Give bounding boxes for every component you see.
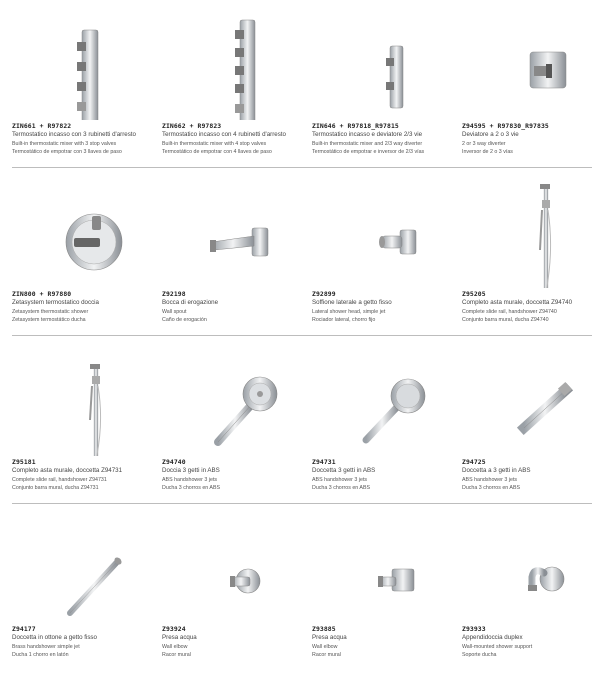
round-thermostatic-icon <box>32 180 132 288</box>
product-card[interactable] <box>12 503 157 671</box>
product-text <box>162 290 312 324</box>
product-name-it: Termostatico incasso e deviatore 2/3 vie <box>312 131 423 138</box>
product-name-it: Doccetta 3 getti in ABS <box>312 467 376 474</box>
product-name-it: Completo asta murale, doccetta Z94740 <box>462 299 573 306</box>
product-text <box>12 458 162 492</box>
product-name-en: Wall elbow <box>312 643 338 650</box>
shower-support-icon <box>482 515 582 623</box>
product-text <box>312 290 462 324</box>
product-name-en: Wall-mounted shower support <box>462 643 533 650</box>
product-card[interactable] <box>462 0 607 168</box>
product-name-es: Soporte ducha <box>462 651 497 658</box>
handshower-icon <box>332 348 432 456</box>
product-code: ZIN800 + R97880 <box>12 290 72 298</box>
slide-rail-set-icon <box>32 348 132 456</box>
product-row-2 <box>12 168 592 336</box>
product-text <box>462 122 609 156</box>
product-text <box>162 458 312 492</box>
product-code: ZIN662 + R97823 <box>162 122 222 130</box>
product-text <box>12 625 162 659</box>
product-name-it: Doccetta a 3 getti in ABS <box>462 467 531 474</box>
product-name-it: Zetasystem termostatico doccia <box>12 299 99 306</box>
product-name-en: Built-in thermostatic mixer with 4 stop valves <box>162 140 267 147</box>
wall-elbow-round-icon <box>182 515 282 623</box>
product-row-3 <box>12 336 592 504</box>
product-card[interactable] <box>12 336 157 504</box>
product-card[interactable] <box>312 168 457 336</box>
product-card[interactable] <box>12 0 157 168</box>
product-name-it: Presa acqua <box>162 634 197 641</box>
square-handshower-icon <box>482 348 582 456</box>
product-name-es: Termostático de empotrar con 3 llaves de paso <box>12 148 122 155</box>
product-name-en: Built-in thermostatic mixer with 3 stop valves <box>12 140 117 147</box>
product-text <box>462 290 609 324</box>
product-card[interactable] <box>162 168 307 336</box>
product-name-en: Complete slide rail, handshower Z94740 <box>462 308 557 315</box>
product-card[interactable] <box>462 168 607 336</box>
product-code: Z94725 <box>462 458 486 466</box>
thermostatic-diverter-icon <box>332 12 432 120</box>
product-name-it: Doccia 3 getti in ABS <box>162 467 220 474</box>
product-card[interactable] <box>312 503 457 671</box>
product-name-it: Appendidoccia duplex <box>462 634 523 641</box>
product-card[interactable] <box>312 0 457 168</box>
product-name-en: 2 or 3 way diverter <box>462 140 506 147</box>
product-card[interactable] <box>162 336 307 504</box>
product-name-es: Caño de erogación <box>162 316 207 323</box>
product-code: ZIN661 + R97822 <box>12 122 72 130</box>
product-card[interactable] <box>312 336 457 504</box>
product-card[interactable] <box>462 503 607 671</box>
product-text <box>312 625 462 659</box>
diverter-icon <box>482 12 582 120</box>
product-name-es: Ducha 1 chorro en latón <box>12 651 69 658</box>
product-name-it: Bocca di erogazione <box>162 299 219 306</box>
product-name-en: Complete slide rail, handshower Z94731 <box>12 476 107 483</box>
product-text <box>462 458 609 492</box>
product-name-en: Zetasystem thermostatic shower <box>12 308 89 315</box>
product-name-es: Conjunto barra mural, ducha Z94731 <box>12 484 99 491</box>
product-name-it: Soffione laterale a getto fisso <box>312 299 392 306</box>
wall-spout-icon <box>182 180 282 288</box>
product-text <box>312 458 462 492</box>
product-code: Z93933 <box>462 625 486 633</box>
product-code: Z93885 <box>312 625 336 633</box>
product-name-es: Conjunto barra mural, ducha Z94740 <box>462 316 549 323</box>
product-text <box>12 122 162 156</box>
product-card[interactable] <box>462 336 607 504</box>
product-code: Z94595 + R97830_R97835 <box>462 122 549 130</box>
product-name-es: Ducha 3 chorros en ABS <box>462 484 521 491</box>
product-name-en: Built-in thermostatic mixer and 2/3 way diverter <box>312 140 423 147</box>
product-text <box>162 122 312 156</box>
product-name-es: Ducha 3 chorros en ABS <box>162 484 221 491</box>
lateral-shower-head-icon <box>332 180 432 288</box>
product-name-en: ABS handshower 3 jets <box>162 476 218 483</box>
product-name-es: Termostático de empotrar e inversor de 2/3 vías <box>312 148 425 155</box>
product-name-en: ABS handshower 3 jets <box>462 476 518 483</box>
product-code: Z92899 <box>312 290 336 298</box>
product-code: Z92198 <box>162 290 186 298</box>
round-handshower-icon <box>182 348 282 456</box>
product-code: Z94177 <box>12 625 36 633</box>
product-name-en: Brass handshower simple jet <box>12 643 80 650</box>
product-name-es: Ducha 3 chorros en ABS <box>312 484 371 491</box>
product-text <box>162 625 312 659</box>
product-code: Z94740 <box>162 458 186 466</box>
product-name-en: Wall spout <box>162 308 187 315</box>
product-name-it: Completo asta murale, doccetta Z94731 <box>12 467 123 474</box>
product-name-es: Inversor de 2 o 3 vías <box>462 148 513 155</box>
product-name-it: Presa acqua <box>312 634 347 641</box>
brass-handshower-icon <box>32 515 132 623</box>
product-name-it: Termostatico incasso con 3 rubinetti d'arresto <box>12 131 136 138</box>
product-code: Z95205 <box>462 290 486 298</box>
thermostatic-3-valves-icon <box>32 12 132 120</box>
product-name-it: Termostatico incasso con 4 rubinetti d'arresto <box>162 131 286 138</box>
wall-elbow-square-icon <box>332 515 432 623</box>
product-name-it: Deviatore a 2 o 3 vie <box>462 131 519 138</box>
slide-rail-set-icon <box>482 180 582 288</box>
product-name-it: Doccetta in ottone a getto fisso <box>12 634 97 641</box>
product-code: Z93924 <box>162 625 186 633</box>
product-name-es: Racor mural <box>162 651 191 658</box>
product-text <box>462 625 609 659</box>
product-text <box>12 290 162 324</box>
thermostatic-4-valves-icon <box>182 12 282 120</box>
product-card[interactable] <box>162 503 307 671</box>
product-card[interactable] <box>162 0 307 168</box>
product-name-en: ABS handshower 3 jets <box>312 476 368 483</box>
product-code: Z95181 <box>12 458 36 466</box>
product-code: ZIN646 + R97818_R97815 <box>312 122 399 130</box>
product-name-es: Termostático de empotrar con 4 llaves de paso <box>162 148 272 155</box>
product-row-4 <box>12 503 592 671</box>
product-name-en: Wall elbow <box>162 643 188 650</box>
product-name-en: Lateral shower head, simple jet <box>312 308 386 315</box>
product-code: Z94731 <box>312 458 336 466</box>
product-row-1 <box>12 0 592 168</box>
product-name-es: Racor mural <box>312 651 341 658</box>
product-card[interactable] <box>12 168 157 336</box>
product-name-es: Rociador lateral, chorro fijo <box>312 316 376 323</box>
product-name-es: Zetasystem termostático ducha <box>12 316 86 323</box>
product-text <box>312 122 462 156</box>
